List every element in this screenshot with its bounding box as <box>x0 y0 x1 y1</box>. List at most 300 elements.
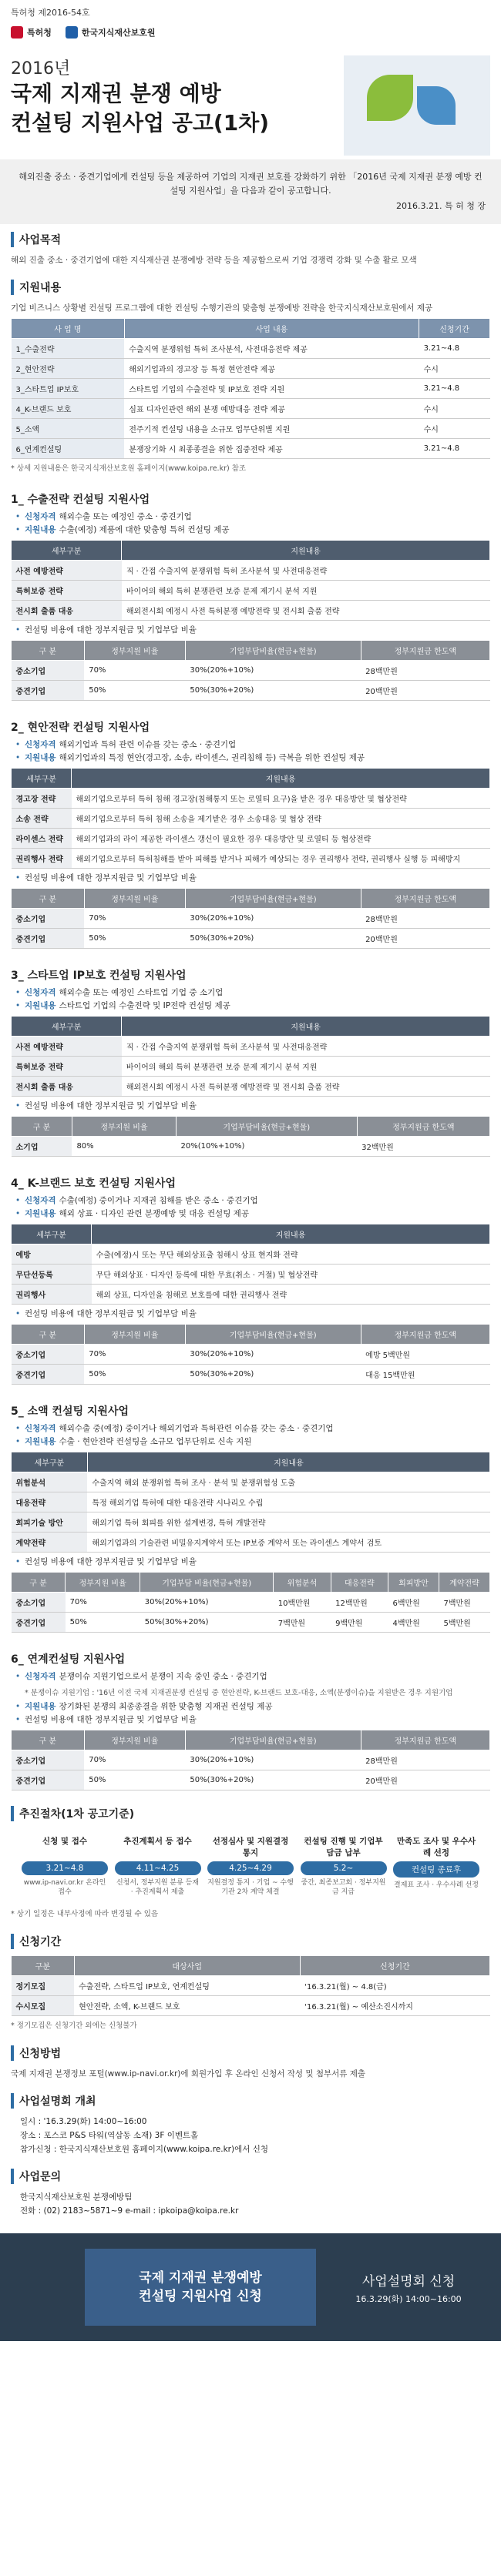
col-header: 지원내용 <box>87 1452 489 1472</box>
table-cell: 사전 예방전략 <box>12 561 122 581</box>
method-heading: 신청방법 <box>11 2045 490 2061</box>
table-cell: 해외기업과의 경고장 등 특정 현안전략 제공 <box>124 359 419 379</box>
table-cell: 중견기업 <box>12 1613 66 1633</box>
bullet-key: 신청자격 <box>25 740 56 749</box>
table-cell: 5백만원 <box>439 1613 489 1633</box>
bullet-text: 해외 상표 · 디자인 관련 분쟁예방 및 대응 컨설팅 제공 <box>59 1209 249 1218</box>
table-cell: 수출지역 해외 분쟁위험 특허 조사 · 분석 및 분쟁위험성 도출 <box>87 1472 489 1492</box>
process-section <box>0 1798 501 1926</box>
process-flow <box>11 1827 490 1904</box>
project-5-detail-table <box>11 1452 490 1553</box>
project-3-cost-table <box>11 1116 490 1157</box>
table-cell: 3_스타트업 IP보호 <box>12 379 125 399</box>
table-cell: 28백만원 <box>361 1750 489 1770</box>
project-5 <box>0 1392 501 1640</box>
title-year: 2016년 <box>11 59 71 79</box>
project-6-heading: 6_ 연계컨설팅 지원사업 <box>11 1653 126 1666</box>
project-4 <box>0 1164 501 1392</box>
col-header: 정부지원금 한도액 <box>357 1117 489 1137</box>
table-cell: 중소기업 <box>12 1345 85 1365</box>
table-cell: 7백만원 <box>439 1593 489 1613</box>
table-row <box>12 1345 490 1365</box>
step-title: 선정심사 및 지원결정 통지 <box>212 1837 289 1857</box>
table-cell: 무단선등록 <box>12 1265 92 1285</box>
col-header: 기업부담비율(현금+현물) <box>177 1117 358 1137</box>
col-header: 구 분 <box>12 1730 85 1750</box>
step-date: 4.11~4.25 <box>115 1861 201 1875</box>
table-cell: 수출(예정)시 또는 무단 해외상표출 침해시 상표 현지화 전략 <box>92 1244 490 1265</box>
col-header: 지원내용 <box>92 1224 490 1244</box>
table-row <box>12 581 490 601</box>
step-title: 컨설팅 진행 및 기업부담금 납부 <box>304 1837 383 1857</box>
bullet-text: 장기화된 분쟁의 최종종결을 위한 맞춤형 지재권 컨설팅 제공 <box>59 1702 273 1711</box>
col-header: 기업부담비율(현금+현물) <box>185 889 361 909</box>
table-cell: 계약전략 <box>12 1533 88 1553</box>
period-table <box>11 1955 490 2016</box>
table-cell: 50% <box>84 1770 185 1790</box>
col-header: 정부지원금 한도액 <box>361 889 489 909</box>
project-5-cost-title: • 컨설팅 비용에 대한 정부지원금 및 기업부담 비율 <box>11 1556 490 1569</box>
bullet-text: 수출(예정) 중이거나 지재권 침해를 받은 중소 · 중견기업 <box>59 1196 258 1205</box>
bullet-text: 해외기업과의 특정 현안(경고장, 소송, 라이센스, 권리침해 등) 극복을 위한 컨설팅 제공 <box>59 753 365 762</box>
inquiry-section <box>0 2161 501 2223</box>
col-header: 정부지원 비율 <box>84 1730 185 1750</box>
table-cell: 대응전략 <box>12 1492 88 1512</box>
header <box>0 0 501 55</box>
col-header: 정부지원금 한도액 <box>361 641 489 661</box>
step-detail: 중간, 최종보고회 · 정부지원금 지급 <box>301 1879 386 1896</box>
table-cell: 해외기업으로부터 특허 침해 경고장(침해통지 또는 로열티 요구)을 받은 경우 대응방안 및 협상전략 <box>72 789 490 809</box>
table-cell: 해외전시회 예정시 사전 특허분쟁 예방전략 및 전시회 출품 전략 <box>122 1077 490 1097</box>
col-header: 대응전략 <box>331 1573 388 1593</box>
col-header: 회피방안 <box>388 1573 439 1593</box>
table-cell: 소기업 <box>12 1137 72 1157</box>
col-header: 세부구분 <box>12 1017 122 1037</box>
bullet-key: 신청자격 <box>25 1424 56 1433</box>
koipa-logo-text: 한국지식재산보호원 <box>81 28 156 38</box>
table-cell: 전시회 출품 대응 <box>12 1077 122 1097</box>
content-table <box>11 318 490 459</box>
table-cell: 권리행사 <box>12 1285 92 1305</box>
step-detail: 지원결정 통지 · 기업 ~ 수행기관 2차 계약 체결 <box>207 1879 294 1896</box>
bullet-key: 신청자격 <box>25 988 56 997</box>
bullet-key: 지원내용 <box>25 1437 56 1446</box>
kipo-logo <box>11 26 52 39</box>
table-cell: 위험분석 <box>12 1472 88 1492</box>
table-cell: 전시회 출품 대응 <box>12 601 122 621</box>
table-cell: 경고장 전략 <box>12 789 72 809</box>
title-area <box>0 55 501 159</box>
table-cell: 10백만원 <box>274 1593 331 1613</box>
table-cell: 바이어의 해외 특허 분쟁관련 보증 문제 제기시 분석 지원 <box>122 581 490 601</box>
table-row <box>12 661 490 681</box>
doc-number: 특허청 제2016-54호 <box>11 8 90 18</box>
step-title: 만족도 조사 및 우수사례 선정 <box>396 1837 476 1857</box>
bullet-text: 수출 · 현안전략 컨설팅을 소규모 업무단위로 신속 지원 <box>59 1437 252 1446</box>
table-cell: 4_K-브랜드 보호 <box>12 399 125 419</box>
period-section <box>0 1926 501 2038</box>
project-6-cost-title: • 컨설팅 비용에 대한 정부지원금 및 기업부담 비율 <box>11 1713 490 1727</box>
content-text: 기업 비즈니스 상황별 컨설팅 프로그램에 대한 컨설팅 수행기관의 맞춤형 분쟁예방 전략을 한국지식재산보호원에서 제공 <box>11 303 433 313</box>
apply-consulting-button[interactable] <box>85 2249 316 2326</box>
project-5-support <box>11 1435 490 1449</box>
briefing-button-title: 사업설명회 신청 <box>361 2273 456 2290</box>
col-header: 신청기간 <box>300 1956 489 1976</box>
col-header: 정부지원 비율 <box>84 889 185 909</box>
table-row <box>12 849 490 869</box>
table-cell: 30%(20%+10%) <box>185 909 361 929</box>
intro-text: 해외진출 중소 · 중견기업에게 컨설팅 등을 제공하여 기업의 지재권 보호를 강화하기 위한 「2016년 국제 지재권 분쟁 예방 컨설팅 지원사업」을 다음과 같이 공고합니다. <box>18 172 483 196</box>
col-header: 사 업 명 <box>12 319 125 339</box>
inquiry-heading: 사업문의 <box>11 2169 490 2184</box>
table-cell: 해외기업과의 라이 제공한 라이센스 갱신이 필요한 경우 대응방안 및 로열티 등 협상전략 <box>72 829 490 849</box>
bullet-key: 지원내용 <box>25 525 56 534</box>
kipo-logo-text: 특허청 <box>27 28 52 38</box>
purpose-heading: 사업목적 <box>11 232 490 247</box>
title-line1: 국제 지재권 분쟁 예방 <box>11 81 221 106</box>
table-cell: 5_소액 <box>12 419 125 439</box>
briefing-heading: 사업설명회 개최 <box>11 2093 490 2109</box>
table-cell: 12백만원 <box>331 1593 388 1613</box>
table-cell: 사전 예방전략 <box>12 1037 122 1057</box>
table-cell: 수시 <box>419 399 490 419</box>
inquiry-contact: 전화 : (02) 2183~5871~9 e-mail : ipkoipa@koipa.re.kr <box>20 2206 239 2216</box>
project-4-support <box>11 1208 490 1221</box>
table-cell: 해외 상표, 디자인을 침해로 보호를에 대한 권리행사 전략 <box>92 1285 490 1305</box>
table-cell: 무단 해외상표 · 디자인 등록에 대한 무효(취소 · 거절) 및 협상전략 <box>92 1265 490 1285</box>
table-cell: 30%(20%+10%) <box>185 1345 361 1365</box>
table-row <box>12 1244 490 1265</box>
table-cell: 권리행사 전략 <box>12 849 72 869</box>
table-cell: 30%(20%+10%) <box>185 661 361 681</box>
table-cell: 분쟁장기화 시 최종종결을 위한 집중전략 제공 <box>124 439 419 459</box>
table-cell: 3.21~4.8 <box>419 379 490 399</box>
table-row <box>12 1285 490 1305</box>
process-heading: 추진절차(1차 공고기준) <box>11 1806 490 1821</box>
apply-button-line2: 컨설팅 지원사업 신청 <box>139 2289 262 2304</box>
table-row <box>12 789 490 809</box>
table-row <box>12 1593 490 1613</box>
table-cell: 해외기업과의 기술관련 비밀유지계약서 또는 IP보증 계약서 또는 라이센스 계약서 검토 <box>87 1533 489 1553</box>
project-2-eligibility <box>11 739 490 752</box>
table-cell: 중소기업 <box>12 1593 66 1613</box>
table-row <box>12 399 490 419</box>
logos <box>11 26 490 39</box>
table-cell: 해외기업 특허 회피를 위한 설계변경, 특허 개발전략 <box>87 1512 489 1533</box>
table-row <box>12 439 490 459</box>
table-row <box>12 1613 490 1633</box>
briefing-section <box>0 2085 501 2161</box>
project-6-eligibility-note: * 분쟁이슈 지원기업 : '16년 이전 국제 지재권분쟁 컨설팅 중 현안전략, K-브랜드 보호-대응, 소액(분쟁이슈)을 지원받은 경우 지원기업 <box>25 1689 453 1697</box>
briefing-item: 장소 : 포스코 P&S 타워(역삼동 소재) 3F 이벤트홀 <box>20 2131 199 2140</box>
table-cell: 수시 <box>419 419 490 439</box>
period-note: * 정기모집은 신청기간 외에는 신청불가 <box>11 2022 137 2030</box>
project-3-heading: 3_ 스타트업 IP보호 컨설팅 지원사업 <box>11 970 187 982</box>
briefing-item: 일시 : '16.3.29(화) 14:00~16:00 <box>20 2117 147 2126</box>
project-1-detail-table <box>11 540 490 621</box>
table-row <box>12 419 490 439</box>
table-cell: 심표 디자인관련 해외 분쟁 예방대응 전략 제공 <box>124 399 419 419</box>
project-2-cost-title: • 컨설팅 비용에 대한 정부지원금 및 기업부담 비율 <box>11 872 490 885</box>
intro-date: 2016.3.21. 특 허 청 장 <box>396 201 486 211</box>
table-cell: 50% <box>84 929 185 949</box>
project-2-heading: 2_ 현안전략 컨설팅 지원사업 <box>11 722 150 734</box>
table-cell: 30%(20%+10%) <box>185 1750 361 1770</box>
bullet-key: 신청자격 <box>25 1672 56 1681</box>
table-cell: 32백만원 <box>357 1137 489 1157</box>
bullet-text: 해외수출 또는 예정인 중소 · 중견기업 <box>59 512 192 521</box>
table-cell: 2_현안전략 <box>12 359 125 379</box>
table-cell: 해외전시회 예정시 사전 특허분쟁 예방전략 및 전시회 출품 전략 <box>122 601 490 621</box>
col-header: 세부구분 <box>12 1224 92 1244</box>
col-header: 구 분 <box>12 1117 72 1137</box>
project-5-eligibility <box>11 1422 490 1435</box>
period-heading: 신청기간 <box>11 1934 490 1949</box>
bullet-text: 해외수출 또는 예정인 스타트업 기업 중 소기업 <box>59 988 224 997</box>
bullet-text: 수출(예정) 제품에 대한 맞춤형 특허 컨설팅 제공 <box>59 525 230 534</box>
kipo-mark-icon <box>11 26 23 39</box>
col-header: 기업부담비율(현금+현물) <box>185 1730 361 1750</box>
project-1-heading: 1_ 수출전략 컨설팅 지원사업 <box>11 494 150 506</box>
col-header: 지원내용 <box>72 769 490 789</box>
step-detail: 결제표 조사 · 우수사례 선정 <box>394 1881 479 1889</box>
table-cell: 6_연계컨설팅 <box>12 439 125 459</box>
project-1-cost-table <box>11 640 490 701</box>
col-header: 구분 <box>12 1956 75 1976</box>
table-cell: 28백만원 <box>361 909 489 929</box>
project-4-heading: 4_ K-브랜드 보호 컨설팅 지원사업 <box>11 1177 176 1190</box>
col-header: 대상사업 <box>74 1956 300 1976</box>
table-cell: 예방 5백만원 <box>361 1345 489 1365</box>
table-cell: 직 · 간접 수출지역 분쟁위험 특허 조사분석 및 사전대응전략 <box>122 561 490 581</box>
bullet-key: 신청자격 <box>25 1196 56 1205</box>
col-header: 정부지원 비율 <box>66 1573 140 1593</box>
purpose-text: 해외 진출 중소 · 중견기업에 대한 지식재산권 분쟁예방 전략 등을 제공함으로써 기업 경쟁력 강화 및 수출 활로 모색 <box>11 256 417 265</box>
table-cell: 해외기업으로부터 특허침해를 받아 피해를 받거나 피해가 예상되는 경우 권리행사 전략, 권리행사 실행 등 피해방지 <box>72 849 490 869</box>
table-cell: 6백만원 <box>388 1593 439 1613</box>
process-step <box>393 1835 479 1897</box>
table-row <box>12 1533 490 1553</box>
table-row <box>12 379 490 399</box>
table-cell: 1_수출전략 <box>12 339 125 359</box>
process-step <box>207 1835 294 1897</box>
bottom-banner <box>0 2233 501 2341</box>
project-5-cost-table <box>11 1572 490 1633</box>
col-header: 구 분 <box>12 641 85 661</box>
table-row <box>12 1472 490 1492</box>
col-header: 정부지원금 한도액 <box>361 1730 489 1750</box>
table-cell: 중견기업 <box>12 1365 85 1385</box>
col-header: 지원내용 <box>122 1017 490 1037</box>
table-cell: 중소기업 <box>12 1750 85 1770</box>
table-cell: 7백만원 <box>274 1613 331 1633</box>
title-illustration <box>344 55 490 156</box>
table-cell: 현안전략, 소액, K-브랜드 보호 <box>74 1996 300 2016</box>
table-row <box>12 1365 490 1385</box>
bullet-key: 지원내용 <box>25 1209 56 1218</box>
step-date: 4.25~4.29 <box>207 1861 294 1875</box>
table-row <box>12 829 490 849</box>
table-row <box>12 601 490 621</box>
step-detail: 신청서, 정부지원 분류 등재 · 추진계획서 제출 <box>116 1879 200 1896</box>
table-row <box>12 561 490 581</box>
project-3-support <box>11 1000 490 1013</box>
table-cell: 중소기업 <box>12 909 85 929</box>
col-header: 구 분 <box>12 1325 85 1345</box>
col-header: 구 분 <box>12 889 85 909</box>
project-3-eligibility <box>11 987 490 1000</box>
step-date: 5.2~ <box>301 1861 387 1875</box>
process-note: * 상기 일정은 내부사정에 따라 변경될 수 있음 <box>11 1910 159 1918</box>
table-cell: 50% <box>84 1365 185 1385</box>
project-6 <box>0 1640 501 1798</box>
briefing-button-date: 16.3.29(화) 14:00~16:00 <box>355 2293 462 2304</box>
table-cell: 직 · 간접 수출지역 분쟁위험 특허 조사분석 및 사전대응전략 <box>122 1037 490 1057</box>
col-header: 정부지원금 한도액 <box>361 1325 489 1345</box>
table-cell: 수출전략, 스타트업 IP보호, 연계컨설팅 <box>74 1976 300 1996</box>
col-header: 기업부담비율(현금+현물) <box>185 1325 361 1345</box>
step-detail: www.ip-navi.or.kr 온라인 접수 <box>23 1879 106 1896</box>
table-cell: 70% <box>84 1345 185 1365</box>
col-header: 정부지원 비율 <box>84 641 185 661</box>
col-header: 기업부담 비율(현금+현물) <box>140 1573 274 1593</box>
table-row <box>12 1976 490 1996</box>
table-cell: 스타트업 기업의 수출전략 및 IP보호 전략 지원 <box>124 379 419 399</box>
table-cell: 20백만원 <box>361 681 489 701</box>
table-cell: 20백만원 <box>361 1770 489 1790</box>
col-header: 계약전략 <box>439 1573 489 1593</box>
table-cell: 중소기업 <box>12 661 85 681</box>
project-4-eligibility <box>11 1194 490 1208</box>
project-3-detail-table <box>11 1016 490 1097</box>
process-step <box>115 1835 201 1897</box>
table-cell: 20백만원 <box>361 929 489 949</box>
table-cell: 4백만원 <box>388 1613 439 1633</box>
table-cell: '16.3.21(월) ~ 4.8(금) <box>300 1976 489 1996</box>
table-row <box>12 681 490 701</box>
table-cell: 회피기술 방안 <box>12 1512 88 1533</box>
project-3 <box>0 956 501 1164</box>
table-cell: 중견기업 <box>12 1770 85 1790</box>
col-header: 신청기간 <box>419 319 490 339</box>
project-4-detail-table <box>11 1224 490 1305</box>
bullet-key: 신청자격 <box>25 512 56 521</box>
table-cell: 바이어의 해외 특허 분쟁관련 보증 문제 제기시 분석 지원 <box>122 1057 490 1077</box>
method-text: 국제 지재권 분쟁정보 포털(www.ip-navi.or.kr)에 회원가입 후 온라인 신청서 작성 및 첨부서류 제출 <box>11 2069 366 2079</box>
step-date: 컨설팅 종료후 <box>393 1861 479 1878</box>
project-1-cost-title: • 컨설팅 비용에 대한 정부지원금 및 기업부담 비율 <box>11 624 490 637</box>
content-section <box>0 272 501 481</box>
process-step <box>301 1835 387 1897</box>
method-section <box>0 2038 501 2085</box>
table-cell: 50%(30%+20%) <box>185 929 361 949</box>
table-cell: 소송 전략 <box>12 809 72 829</box>
table-row <box>12 1037 490 1057</box>
bullet-text: 해외수출 중(예정) 중이거나 해외기업과 특허관련 이슈를 갖는 중소 · 중견기업 <box>59 1424 334 1433</box>
table-row <box>12 1137 490 1157</box>
table-cell: 중견기업 <box>12 929 85 949</box>
title-text <box>11 55 344 159</box>
table-cell: 50%(30%+20%) <box>185 1770 361 1790</box>
project-2-support <box>11 752 490 765</box>
col-header: 세부구분 <box>12 541 122 561</box>
project-1 <box>0 481 501 708</box>
table-row <box>12 1996 490 2016</box>
process-step <box>22 1835 108 1897</box>
table-row <box>12 359 490 379</box>
apply-button-line1: 국제 지재권 분쟁예방 <box>139 2270 262 2286</box>
col-header: 세부구분 <box>12 769 72 789</box>
koipa-logo <box>66 26 156 39</box>
table-cell: 9백만원 <box>331 1613 388 1633</box>
table-cell: 50% <box>66 1613 140 1633</box>
col-header: 사업 내용 <box>124 319 419 339</box>
briefing-item: 참가신청 : 한국지식재산보호원 홈페이지(www.koipa.re.kr)에서 신청 <box>20 2145 268 2154</box>
table-cell: 대응 15백만원 <box>361 1365 489 1385</box>
bullet-text: 분쟁이슈 지원기업으로서 분쟁이 지속 중인 중소 · 중견기업 <box>59 1672 267 1681</box>
title-line2: 컨설팅 지원사업 공고(1차) <box>11 110 270 136</box>
briefing-apply-button[interactable] <box>316 2270 501 2305</box>
table-cell: 정기모집 <box>12 1976 75 1996</box>
table-cell: 라이센스 전략 <box>12 829 72 849</box>
project-6-cost-table <box>11 1730 490 1790</box>
project-1-eligibility <box>11 511 490 524</box>
table-cell: 70% <box>84 661 185 681</box>
table-row <box>12 1492 490 1512</box>
content-heading: 지원내용 <box>11 280 490 295</box>
table-cell: '16.3.21(월) ~ 예산소진시까지 <box>300 1996 489 2016</box>
project-2-detail-table <box>11 768 490 869</box>
intro-box <box>0 159 501 224</box>
table-row <box>12 1057 490 1077</box>
bullet-key: 지원내용 <box>25 1702 56 1711</box>
project-4-cost-table <box>11 1324 490 1385</box>
bullet-text: 스타트업 기업의 수출전략 및 IP전략 컨설팅 제공 <box>59 1001 230 1010</box>
col-header: 위험분석 <box>274 1573 331 1593</box>
table-cell: 50% <box>84 681 185 701</box>
col-header: 지원내용 <box>122 541 490 561</box>
table-cell: 3.21~4.8 <box>419 339 490 359</box>
table-cell: 30%(20%+10%) <box>140 1593 274 1613</box>
content-note: * 상세 지원내용은 한국지식재산보호원 홈페이지(www.koipa.re.kr) 참조 <box>11 464 247 473</box>
table-cell: 20%(10%+10%) <box>177 1137 358 1157</box>
table-cell: 수출지역 분쟁위험 특허 조사분석, 사전대응전략 제공 <box>124 339 419 359</box>
table-cell: 50%(30%+20%) <box>140 1613 274 1633</box>
col-header: 정부지원 비율 <box>84 1325 185 1345</box>
table-cell: 28백만원 <box>361 661 489 681</box>
step-date: 3.21~4.8 <box>22 1861 108 1875</box>
table-row <box>12 339 490 359</box>
purpose-section <box>0 224 501 272</box>
table-cell: 전주기적 컨설팅 내용을 소규모 업무단위별 지원 <box>124 419 419 439</box>
project-4-cost-title: • 컨설팅 비용에 대한 정부지원금 및 기업부담 비율 <box>11 1308 490 1321</box>
table-row <box>12 1770 490 1790</box>
table-row <box>12 1265 490 1285</box>
table-row <box>12 909 490 929</box>
table-cell: 3.21~4.8 <box>419 439 490 459</box>
project-6-support <box>11 1700 490 1713</box>
table-cell: 해외기업으로부터 특허 침해 소송을 제기받은 경우 소송대응 및 협상 전략 <box>72 809 490 829</box>
inquiry-org: 한국지식재산보호원 분쟁예방팀 <box>20 2192 133 2202</box>
col-header: 기업부담비율(현금+현물) <box>185 641 361 661</box>
table-cell: 수시모집 <box>12 1996 75 2016</box>
project-5-heading: 5_ 소액 컨설팅 지원사업 <box>11 1405 129 1418</box>
project-3-cost-title: • 컨설팅 비용에 대한 정부지원금 및 기업부담 비율 <box>11 1100 490 1113</box>
table-row <box>12 929 490 949</box>
table-cell: 70% <box>84 1750 185 1770</box>
table-cell: 50%(30%+20%) <box>185 1365 361 1385</box>
table-cell: 50%(30%+20%) <box>185 681 361 701</box>
